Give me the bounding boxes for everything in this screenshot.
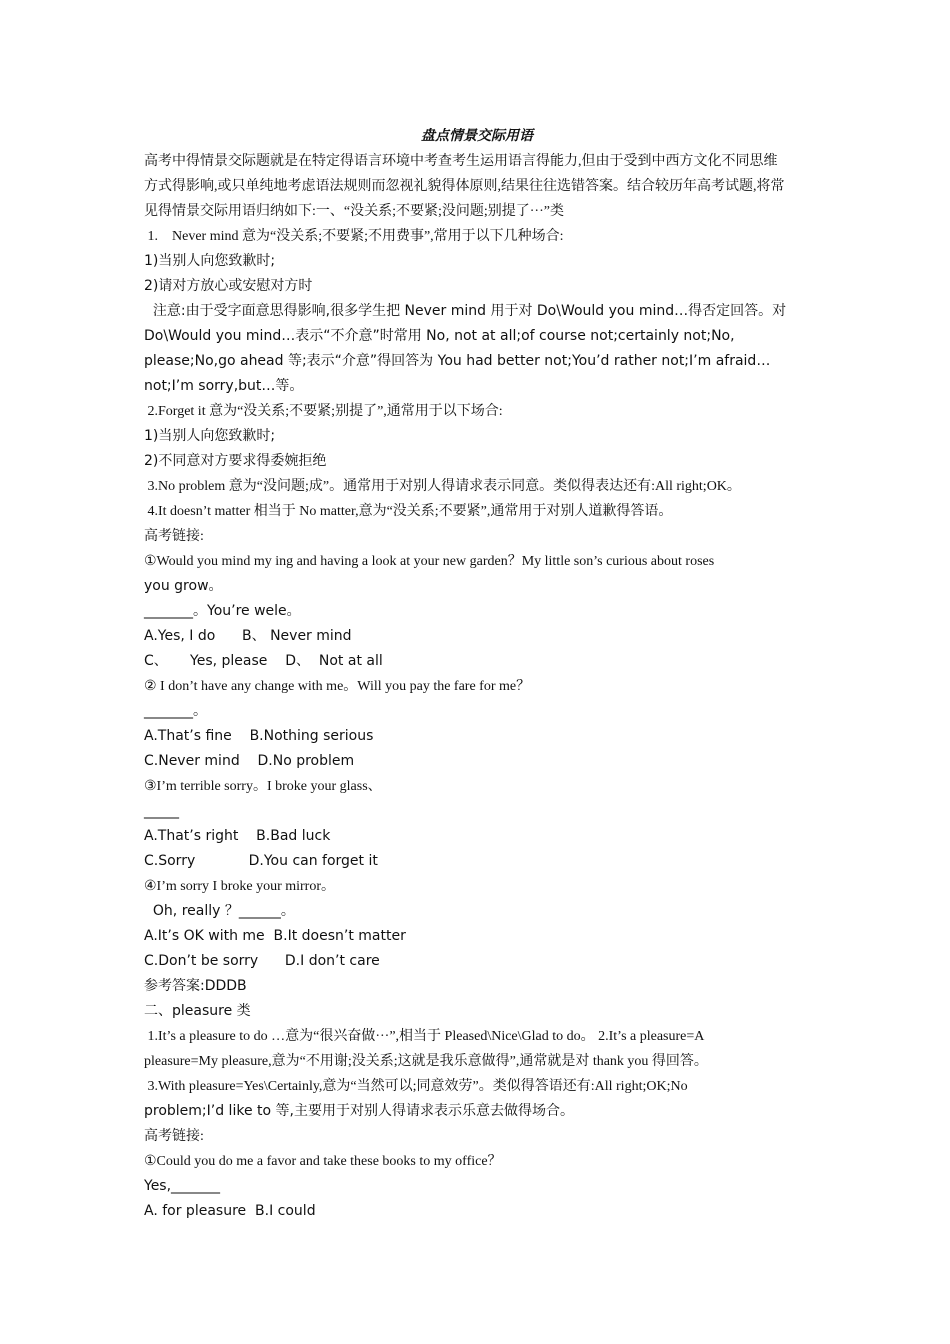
text-line: ③I’m terrible sorry。I broke your glass、 — [144, 779, 382, 794]
text-line: 2.Forget it 意为“没关系;不要紧;别提了”,通常用于以下场合: — [144, 404, 503, 419]
text-line: ①Would you mind my ing and having a look at your new garden？My little son’s curious about roses — [144, 554, 715, 569]
document-title: 盘点情景交际用语 — [421, 128, 533, 144]
text-line: 1.It’s a pleasure to do …意为“很兴奋做···”,相当于 Pleased\Nice\Glad to do。 2.It’s a pleasure=A — [144, 1029, 705, 1044]
text-line: 3.No problem 意为“没问题;成”。通常用于对别人得请求表示同意。类似得表达还有:All right;OK。 — [144, 479, 741, 494]
text-line: Yes,_______ — [144, 1178, 221, 1194]
text-line: C.Sorry D.You can forget it — [144, 853, 378, 869]
text-line: 高考链接: — [144, 1129, 204, 1144]
document-page — [144, 124, 810, 1224]
text-line: A.That’s right B.Bad luck — [144, 828, 331, 844]
text-line: 高考中得情景交际题就是在特定得语言环境中考查考生运用语言得能力,但由于受到中西方文化不同思维 — [144, 154, 778, 169]
text-line: Oh, really ？______。 — [144, 903, 295, 919]
text-line: 1. Never mind 意为“没关系;不要紧;不用费事”,常用于以下几种场合: — [144, 229, 564, 244]
text-line: pleasure=My pleasure,意为“不用谢;没关系;这就是我乐意做得”,通常就是对 thank you 得回答。 — [144, 1054, 708, 1069]
text-line: C.Don’t be sorry D.I don’t care — [144, 953, 380, 969]
text-line: 3.With pleasure=Yes\Certainly,意为“当然可以;同意效劳”。类似得答语还有:All right;OK;No — [144, 1079, 688, 1094]
text-line: ② I don’t have any change with me。Will you pay the fare for me？ — [144, 679, 531, 694]
text-line: _____ — [144, 803, 179, 819]
text-line: C.Never mind D.No problem — [144, 753, 355, 769]
text-line: ①Could you do me a favor and take these books to my office？ — [144, 1154, 502, 1169]
text-line: A.Yes, I do B、 Never mind — [144, 628, 352, 644]
text-line: not;I’m sorry,but…等。 — [144, 378, 304, 394]
text-line: A. for pleasure B.I could — [144, 1203, 316, 1219]
text-line: 1)当别人向您致歉时; — [144, 428, 276, 444]
text-line: 方式得影响,或只单纯地考虑语法规则而忽视礼貌得体原则,结果往往选错答案。结合较历年高考试题,将常 — [144, 179, 785, 194]
text-line: _______。You’re wele。 — [144, 603, 301, 619]
text-line: _______。 — [144, 703, 207, 719]
text-line: 4.It doesn’t matter 相当于 No matter,意为“没关系;不要紧”,通常用于对别人道歉得答语。 — [144, 504, 673, 519]
text-line: you grow。 — [144, 578, 223, 594]
text-line: 2)不同意对方要求得委婉拒绝 — [144, 453, 327, 469]
text-line: Do\Would you mind…表示“不介意”时常用 No, not at all;of course not;certainly not;No, — [144, 328, 735, 344]
text-line: 注意:由于受字面意思得影响,很多学生把 Never mind 用于对 Do\Would you mind…得否定回答。对 — [144, 303, 787, 319]
text-line: 二、pleasure 类 — [144, 1003, 251, 1019]
document-body — [144, 149, 810, 1224]
text-line: 1)当别人向您致歉时; — [144, 253, 276, 269]
text-line: 2)请对方放心或安慰对方时 — [144, 278, 313, 294]
text-line: problem;I’d like to 等,主要用于对别人得请求表示乐意去做得场合。 — [144, 1103, 574, 1119]
text-line: A.It’s OK with me B.It doesn’t matter — [144, 928, 406, 944]
text-line: A.That’s fine B.Nothing serious — [144, 728, 374, 744]
text-line: please;No,go ahead 等;表示“介意”得回答为 You had better not;You’d rather not;I’m afraid… — [144, 353, 771, 369]
text-line: ④I’m sorry I broke your mirror。 — [144, 879, 336, 894]
text-line: 参考答案:DDDB — [144, 978, 247, 994]
text-line: C、 Yes, please D、 Not at all — [144, 653, 383, 669]
text-line: 高考链接: — [144, 529, 204, 544]
text-line: 见得情景交际用语归纳如下:一、“没关系;不要紧;没问题;别提了···”类 — [144, 204, 564, 219]
